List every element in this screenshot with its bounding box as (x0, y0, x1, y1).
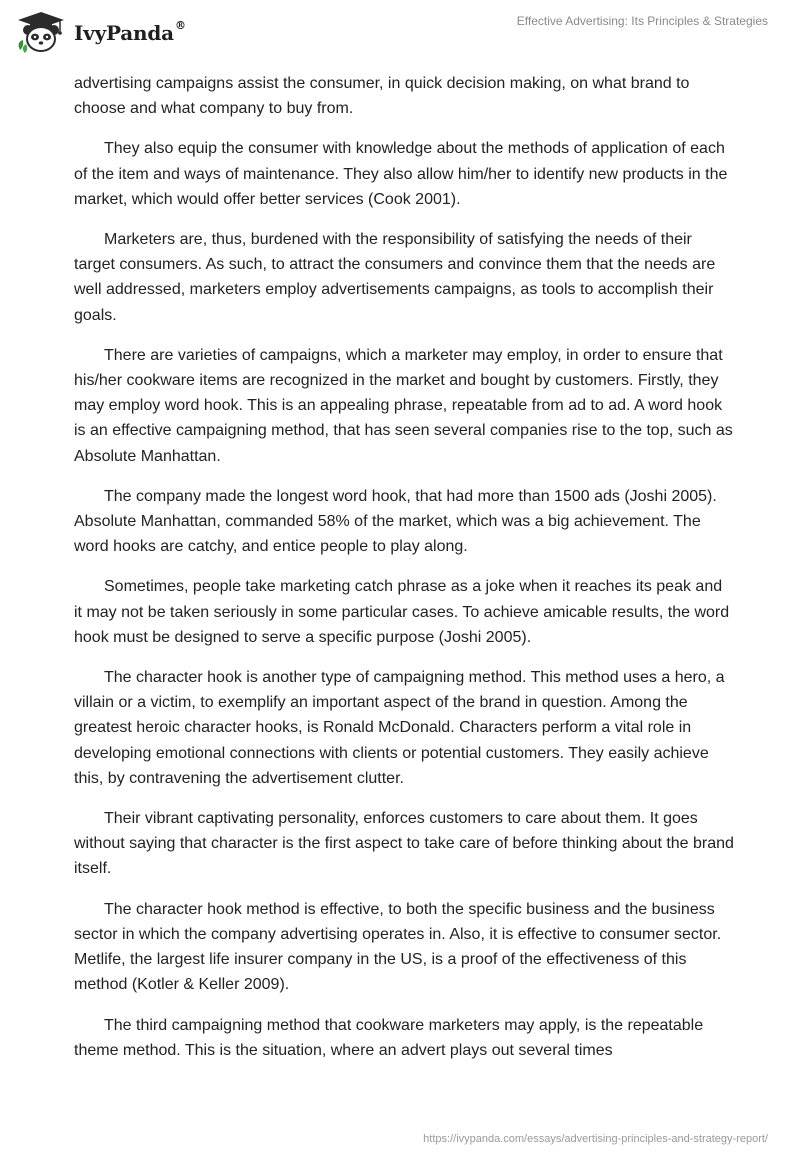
paragraph: The character hook is another type of campaigning method. This method uses a hero, a villain or a victim, to exemplify an important aspect of the brand in question. Among the greatest heroic character hooks, is Ronald McDonald. Characters perform a vital role in developing emotional connections with clients or potential customers. They easily achieve this, by contravening the advertisement clutter. (74, 669, 725, 787)
paragraph: Sometimes, people take marketing catch phrase as a joke when it reaches its peak and it may not be taken seriously in some particular cases. To achieve amicable results, the word hook must be designed to serve a specific purpose (Joshi 2005). (74, 578, 730, 646)
source-url[interactable]: https://ivypanda.com/essays/advertising-principles-and-strategy-report/ (423, 1133, 768, 1145)
panda-graduate-icon (14, 10, 68, 54)
paragraph: The company made the longest word hook, that had more than 1500 ads (Joshi 2005). Absolute Manhattan, commanded 58% of the market, which was a big achievement. The word hooks are catchy, and entice people to play along. (74, 487, 717, 556)
paragraph: The character hook method is effective, to both the specific business and the business sector in which the company advertising operates in. Also, it is effective to consumer sector. Metlife, the largest life insurer company in the US, is a proof of the effectiveness of this method (Kotler & Keller 2009). (74, 900, 722, 994)
page-header (0, 0, 800, 70)
brand-name: IvyPanda® (74, 19, 186, 45)
paragraph: There are varieties of campaigns, which a marketer may employ, in order to ensure that his/her cookware items are recognized in the market and bought by customers. Firstly, they may employ word hook. This is an appealing phrase, repeatable from ad to ad. A word hook is an effective campaigning method, that has seen several companies rise to the top, such as Absolute Manhattan. (74, 346, 733, 465)
essay-body (74, 71, 734, 1078)
paragraph: Marketers are, thus, burdened with the responsibility of satisfying the needs of their target consumers. As such, to attract the consumers and convince them that the needs are well addressed, marketers employ advertisements campaigns, as tools to accomplish their goals. (74, 231, 716, 324)
brand-logo[interactable] (14, 10, 186, 54)
paragraph: They also equip the consumer with knowledge about the methods of application of each of the item and ways of maintenance. They also allow him/her to identify new products in the market, which would offer better services (Cook 2001). (74, 140, 728, 208)
registered-mark: ® (174, 19, 186, 33)
paragraph: The third campaigning method that cookware marketers may apply, is the repeatable theme method. This is the situation, where an advert plays out several times (74, 1016, 704, 1059)
paragraph: Their vibrant captivating personality, enforces customers to care about them. It goes without saying that character is the first aspect to take care of before thinking about the brand itself. (74, 810, 734, 878)
paragraph-continuation: advertising campaigns assist the consumer, in quick decision making, on what brand to choose and what company to buy from. (74, 75, 690, 118)
document-title: Effective Advertising: Its Principles & Strategies (516, 14, 768, 28)
